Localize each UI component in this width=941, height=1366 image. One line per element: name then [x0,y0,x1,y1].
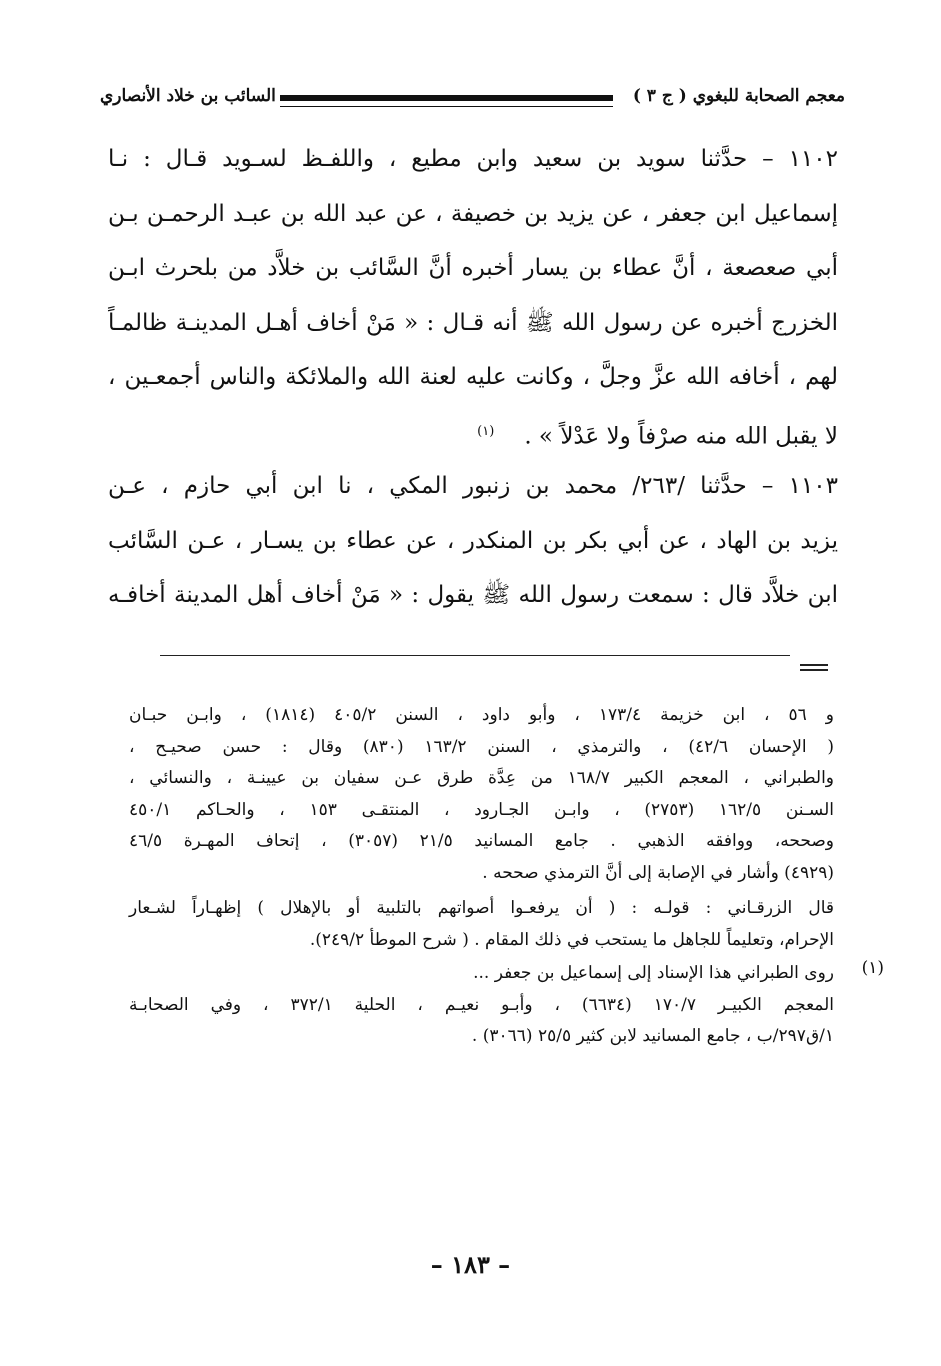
footnote-zurqani [129,893,834,956]
main-text [108,132,838,623]
text-line: لهم ، أخافه الله عزَّ وجلَّ ، وكانت عليه لعنة الله والملائكة والناس أجمعـين ، [108,364,838,390]
footnote-line: قال الزرقـاني : قولـه : ( أن يرفعـوا أصواتهم بالتلبية أو بالإهلال ) إظهـاراً لشـعار [129,898,834,918]
text-line: ١١٠٣ – حدَّثنا /٢٦٣/ محمد بن زنبور المكي ، نا ابن أبي حازم ، عـن [108,473,839,499]
header-rule [280,95,613,101]
footnote-line: المعجم الكبيـر ١٧٠/٧ (٦٦٣٤) ، وأبـو نعيـم ، الحلية ٣٧٢/١ ، وفي الصحابـة [129,994,834,1015]
page-number: – ١٨٣ – [430,1250,511,1279]
text-line: يزيد بن الهاد ، عن أبي بكر بن المنكدر ، عن عطاء بن يسـار ، عـن السَّائب [108,527,838,554]
footnote-line: ( الإحسان ٤٢/٦) ، والترمذي ، السنن ١٦٣/٢ (٨٣٠) وقال : حسن صحيـح ، [129,736,834,757]
text-line: الخزرج أخبره عن رسول الله ﷺ أنه قـال : « مَنْ أخاف أهـل المدينـة ظالمـاً [108,309,838,336]
running-header [100,84,845,114]
book-title: معجم الصحابة للبغوي ( ج ٣ ) [632,86,845,106]
footnote-reference: (١) [477,423,495,439]
footnote-marker: (١) [861,958,884,978]
text-line-last [108,405,838,460]
text-line: ١١٠٢ – حدَّثنا سويد بن سعيد وابن مطيع ، واللفـظ لسـويد قـال : نـا [108,146,838,172]
footnote-line: و ٥٦ ، ابن خزيمة ١٧٣/٤ ، وأبو داود ، السنن ٤٠٥/٢ (١٨١٤) ، وابـن حبـان [129,705,834,725]
footnotes [129,700,884,1053]
footnote-line: الإحرام، وتعليماً للجاهل ما يستحب في ذلك المقام . ( شرح الموطأ ٢٤٩/٢). [309,929,834,950]
footnote-line: السـنن ١٦٢/٥ (٢٧٥٣) ، وابـن الجـارود ، المنتقـى ١٥٣ ، والحـاكم ٤٥٠/١ [129,799,834,820]
footnote-continuation-mark [800,664,828,672]
footnote-line: والطبراني ، المعجم الكبير ١٦٨/٧ من عِدَّة طرق عـن سفيان بن عيينـة ، والنسائي ، [129,768,834,788]
header-rule-thin [280,106,613,107]
footnote-line: (٤٩٢٩) وأشار في الإصابة إلى أنَّ الترمذي صححه . [482,862,834,883]
text-line: إسماعيل ابن جعفر ، عن يزيد بن خصيفة ، عن عبد الله بن عبـد الرحمـن بـن [108,200,838,227]
footnote-1 [129,958,884,1053]
hadith-1102 [108,132,838,459]
footnote-separator [160,655,790,656]
text-line: أبي صعصعة ، أنَّ عطاء بن يسار أخبره أنَّ السَّائب بن خلاَّد من بلحرث ابـن [108,255,838,281]
section-title: السائب بن خلاد الأنصاري [100,86,276,106]
footnote-continued [129,700,834,889]
text-line: ابن خلاَّد قال : سمعت رسول الله ﷺ يقول : « مَنْ أخاف أهل المدينة أخافـه [108,582,838,608]
footnote-line: وصححه، ووافقه الذهبي . جامع المسانيد ٢١/٥ (٣٠٥٧) ، إتحاف المهـرة ٤٦/٥ [129,831,834,851]
footnote-line: ١/ق٢٩٧/ب ، جامع المسانيد لابن كثير ٢٥/٥ (٣٠٦٦) . [471,1026,834,1046]
text-line-content: لا يقبل الله منه صرْفاً ولا عَدْلاً » . [524,423,838,450]
footnote-line: روى الطبراني هذا الإسناد إلى إسماعيل بن جعفر ... [473,963,834,983]
hadith-1103 [108,459,838,623]
